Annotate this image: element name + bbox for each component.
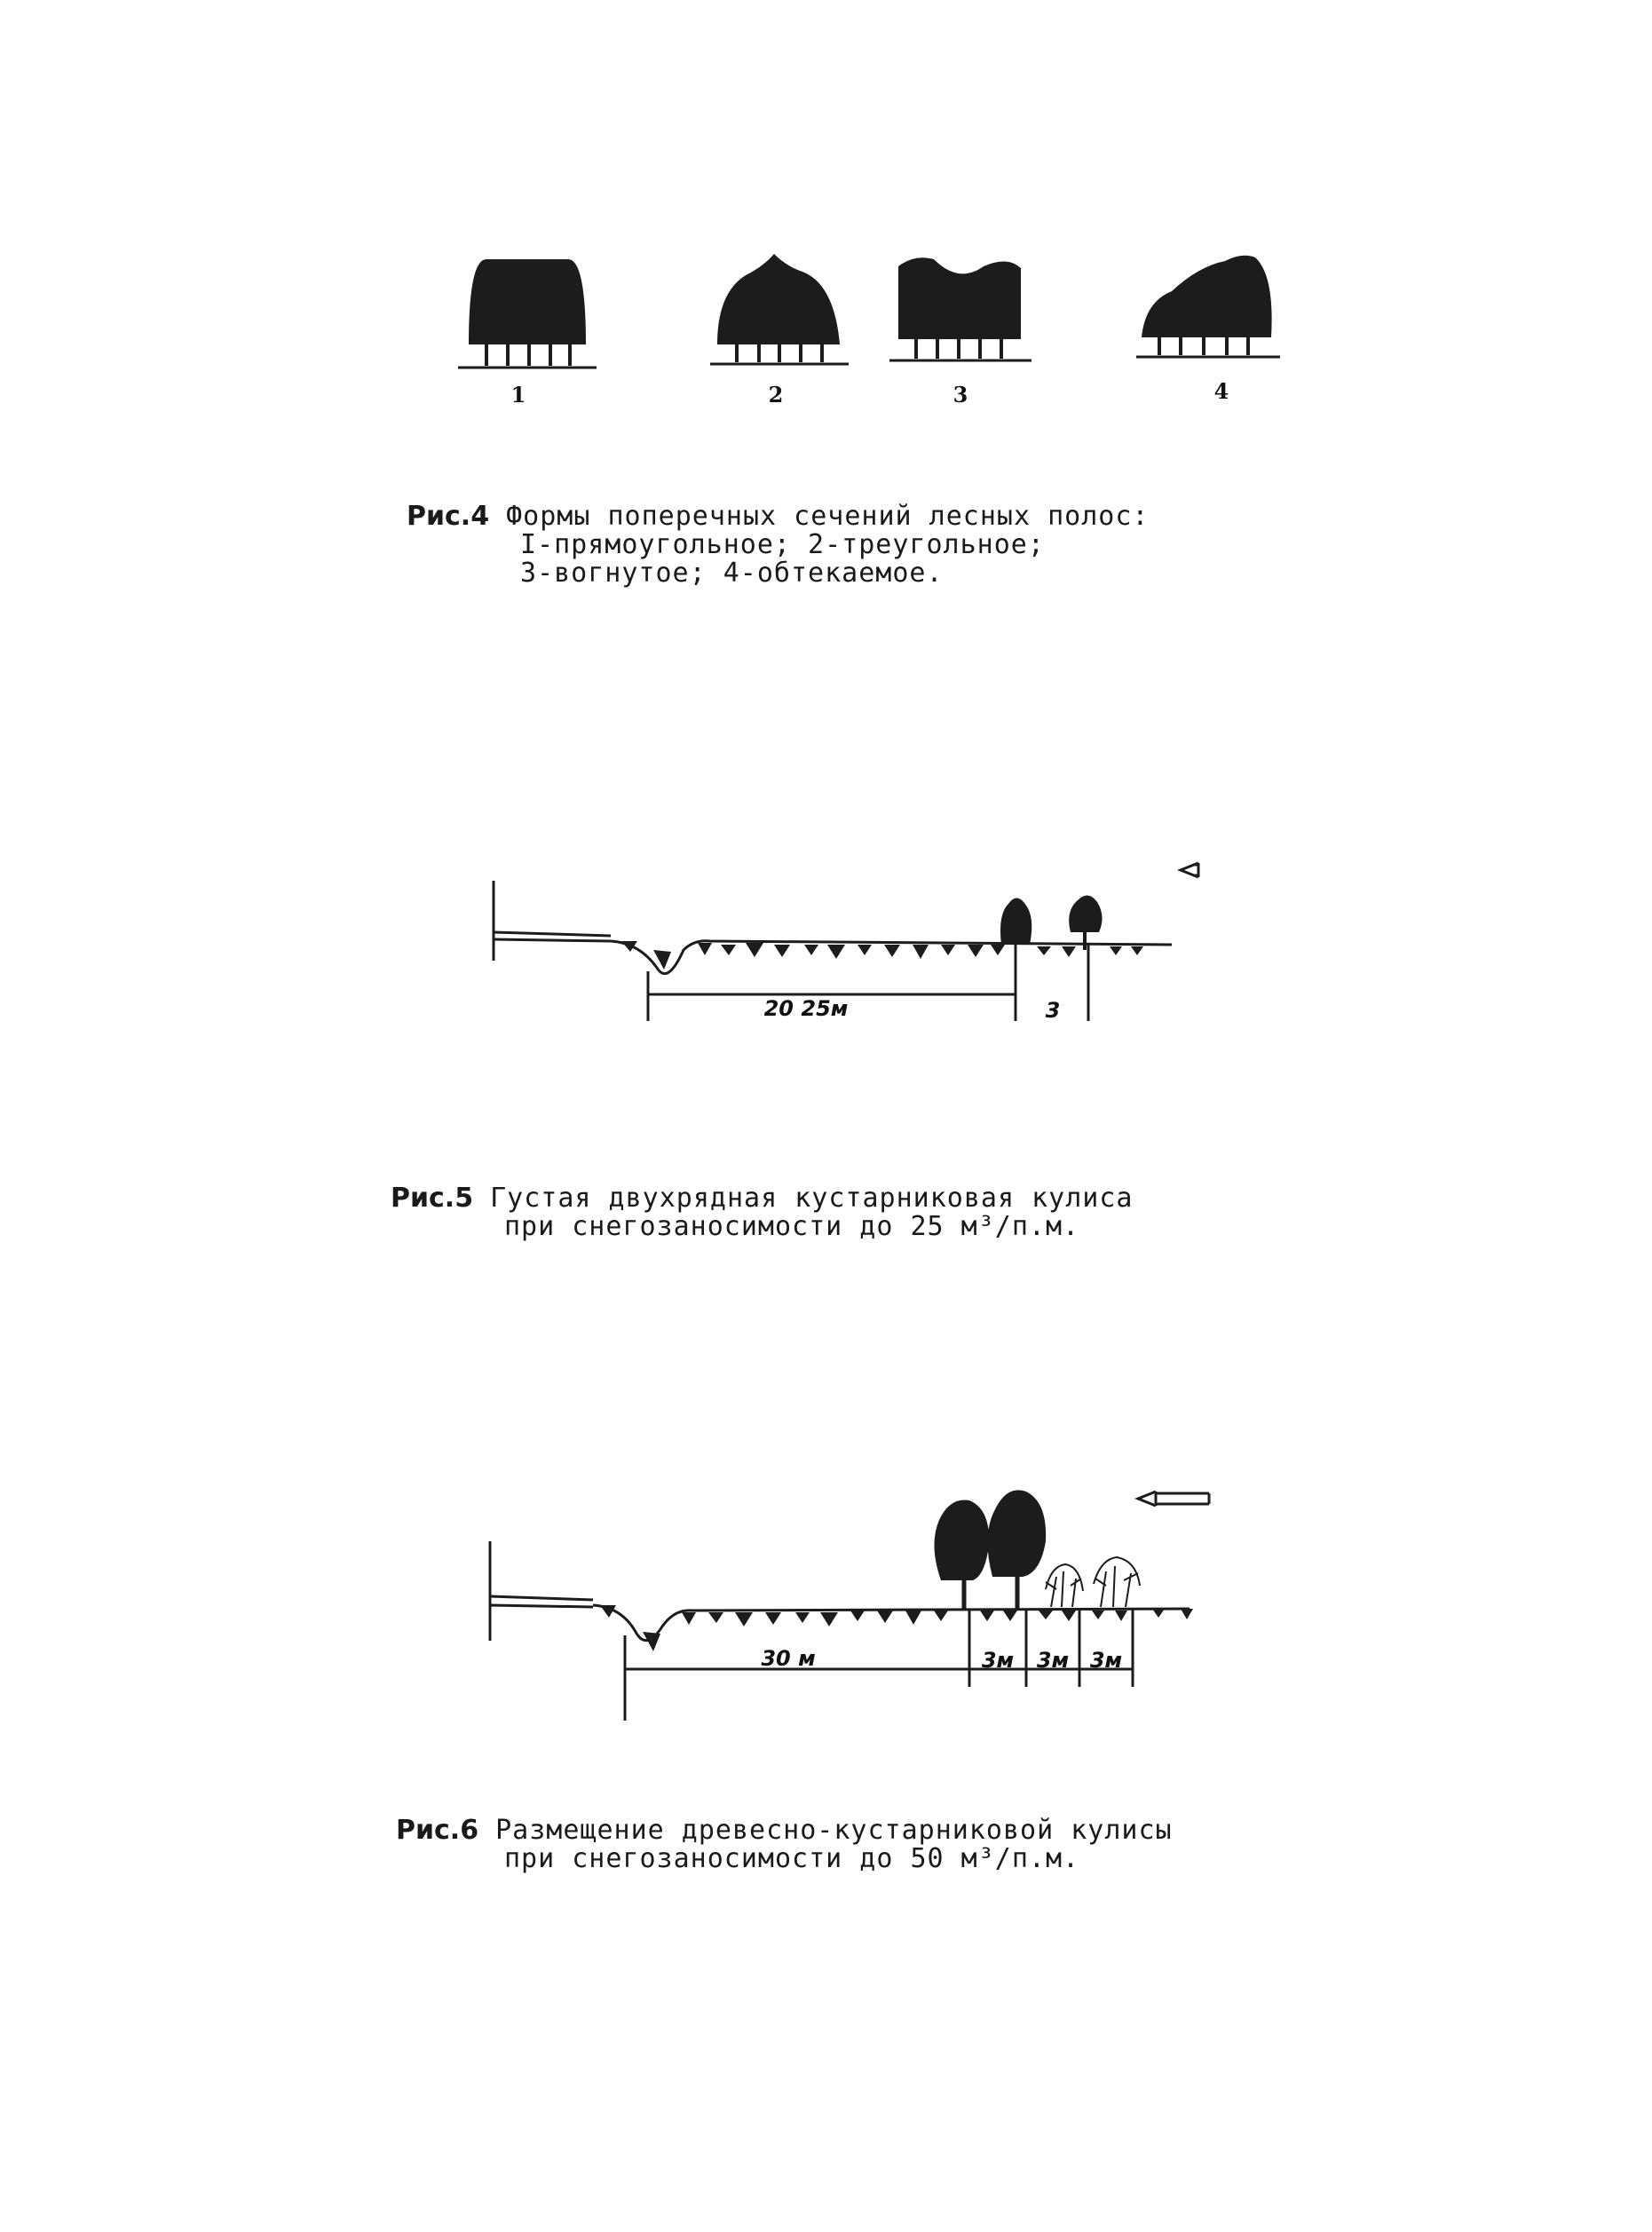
figure-6-dimension-spacing-3: 3м <box>1089 1648 1123 1673</box>
shape-label-4: 4 <box>1213 378 1229 404</box>
figure-6-dimension-main: 30 м <box>761 1646 816 1671</box>
figure-6-caption-line-2: при снегозаносимости до 50 м³/п.м. <box>504 1843 1080 1874</box>
shape-label-1: 1 <box>510 382 526 408</box>
tree-row-2 <box>987 1490 1046 1609</box>
figure-6-dimension-spacing-2: 3м <box>1036 1648 1070 1673</box>
figure-4-caption-label: Рис.4 <box>407 501 490 532</box>
figure-6-caption-label: Рис.6 <box>396 1815 479 1846</box>
figure-5-dimension-row-spacing: 3 <box>1045 998 1061 1023</box>
figure-6-caption <box>396 1816 1173 1845</box>
figure-5-caption-line-1: Густая двухрядная кустарниковая кулиса <box>490 1183 1134 1214</box>
figure-5-caption-label: Рис.5 <box>391 1183 474 1214</box>
shrub-row-3 <box>1046 1564 1083 1607</box>
figure-6-caption-line-1: Размещение древесно-кустарниковой кулисы <box>495 1815 1173 1846</box>
figure-4-caption-line-2: I-прямоугольное; 2-треугольное; <box>520 529 1045 560</box>
figure-4-caption-line-3: 3-вогнутое; 4-обтекаемое. <box>520 558 944 589</box>
figure-5-caption-line-2: при снегозаносимости до 25 м³/п.м. <box>504 1211 1080 1242</box>
figure-4-caption-line-1: Формы поперечных сечений лесных полос: <box>506 501 1150 532</box>
shape-label-3: 3 <box>952 382 968 408</box>
figure-5-dimension-main: 20 25м <box>763 996 849 1021</box>
figure-6-dimension-spacing-1: 3м <box>981 1648 1015 1673</box>
shrub-row-4 <box>1094 1557 1140 1607</box>
shape-label-2: 2 <box>768 382 784 408</box>
snow-drift-marks-2 <box>600 1605 1193 1651</box>
tree-row-1 <box>934 1500 989 1609</box>
